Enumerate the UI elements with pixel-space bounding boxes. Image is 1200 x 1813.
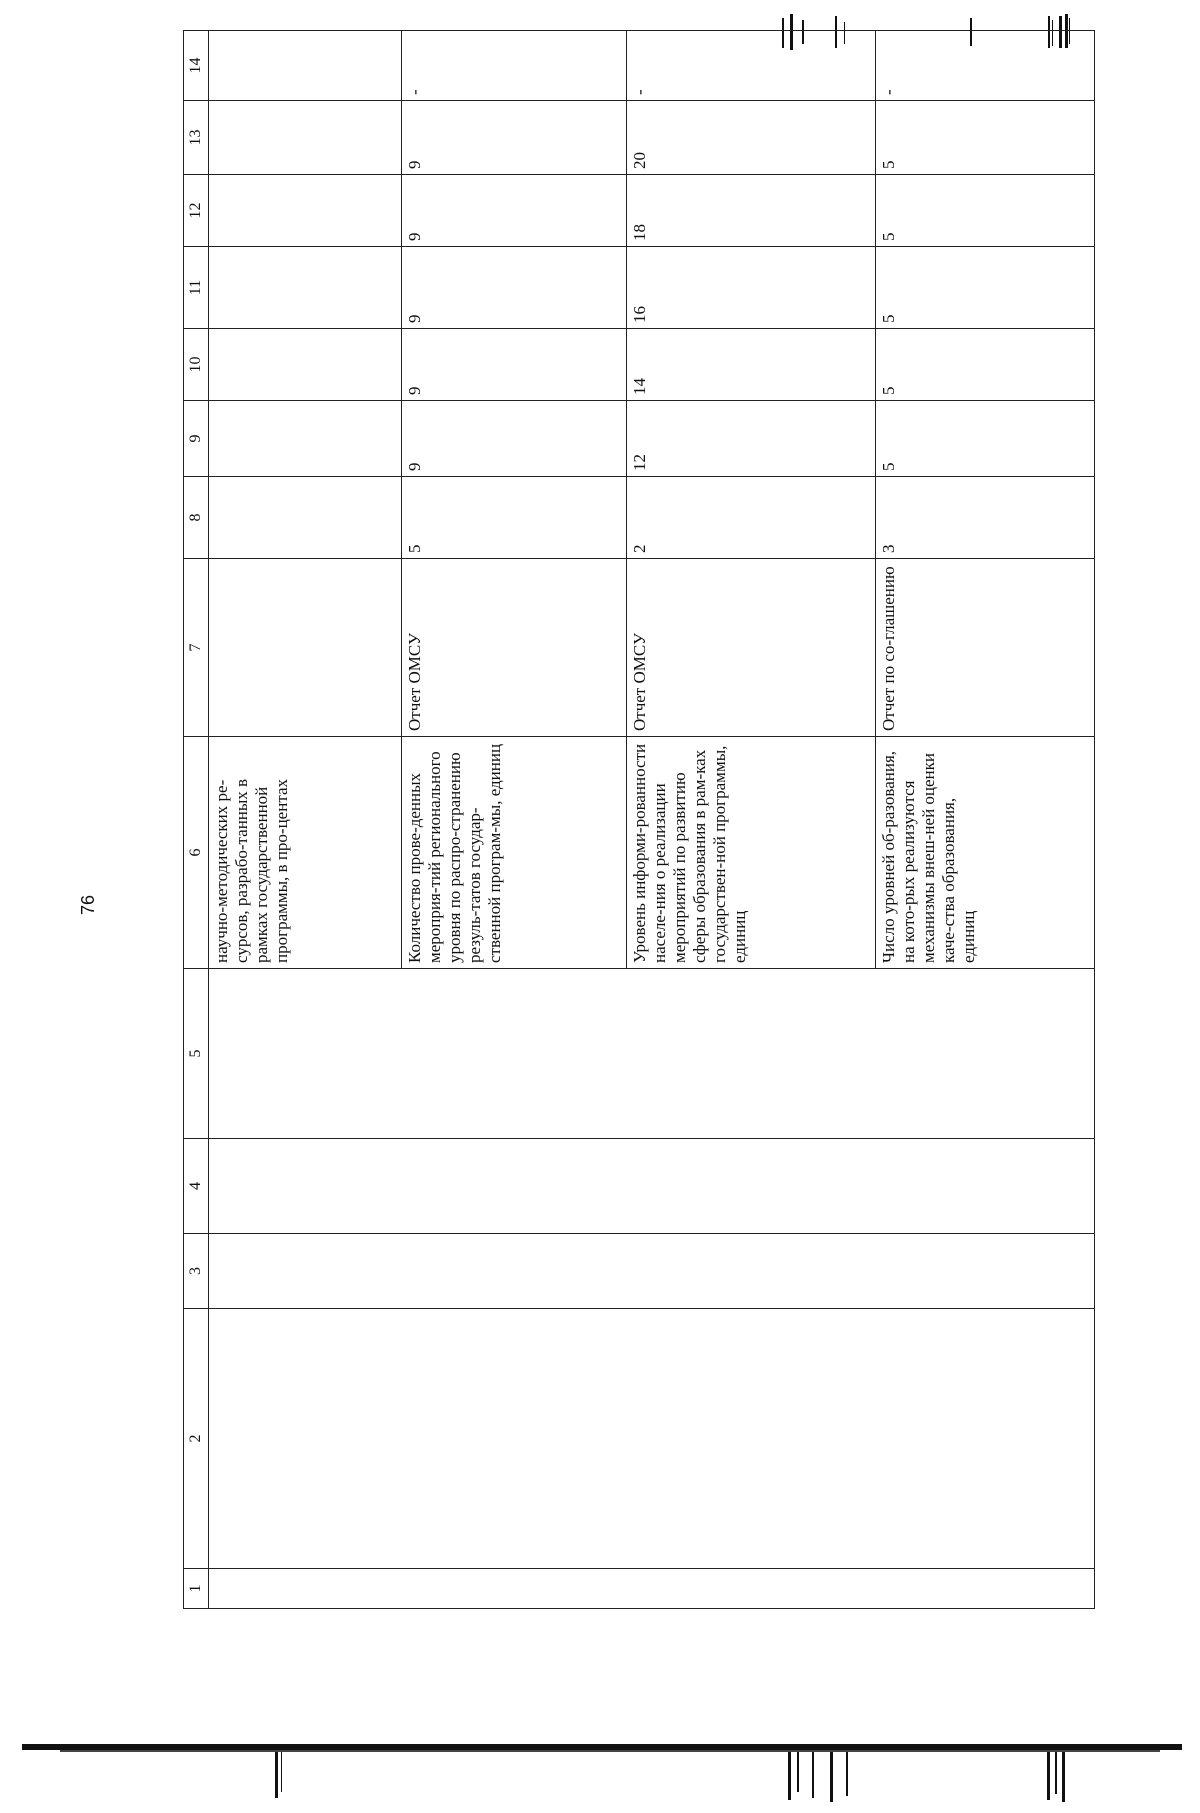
table-cell — [209, 969, 1095, 1139]
table-row — [209, 31, 402, 1609]
value-cell: 14 — [627, 329, 876, 401]
column-header: 13 — [184, 101, 209, 175]
rotated-table-container — [183, 57, 1065, 1609]
row-number-cell — [209, 1569, 1095, 1609]
value-cell: 5 — [876, 175, 1095, 247]
source-cell — [209, 559, 402, 737]
value-cell: - — [876, 31, 1095, 101]
indicators-table — [183, 30, 1095, 1609]
value-cell — [209, 101, 402, 175]
scan-mark — [812, 1752, 814, 1798]
scan-mark — [1055, 1752, 1057, 1794]
value-cell — [209, 329, 402, 401]
column-header: 2 — [184, 1309, 209, 1569]
value-cell: 5 — [876, 401, 1095, 477]
column-header: 3 — [184, 1234, 209, 1309]
table-header-row — [184, 31, 209, 1609]
value-cell: 2 — [627, 477, 876, 559]
value-cell: 5 — [876, 247, 1095, 329]
indicator-name-cell: Число уровней об-разования, на кото-рых реализуются механизмы внеш-ней оценки каче-ства образования, единиц — [876, 737, 1095, 969]
value-cell: 9 — [402, 247, 627, 329]
value-cell: 9 — [402, 101, 627, 175]
scan-mark — [846, 1752, 848, 1796]
value-cell: 9 — [402, 401, 627, 477]
value-cell: 16 — [627, 247, 876, 329]
page-number: 76 — [78, 894, 98, 916]
column-header: 9 — [184, 401, 209, 477]
scan-mark — [1047, 1752, 1050, 1800]
column-header: 4 — [184, 1139, 209, 1234]
column-header: 6 — [184, 737, 209, 969]
column-header: 11 — [184, 247, 209, 329]
table-cell — [209, 1234, 1095, 1309]
indicator-name-cell: научно-методических ре-сурсов, разрабо-танных в рамках государственной программы, в про-центах — [209, 737, 402, 969]
scan-mark — [830, 1752, 833, 1802]
value-cell: 9 — [402, 175, 627, 247]
indicator-name-cell: Уровень информи-рованности населе-ния о реализации мероприятий по развитию сферы образования в рам-ках государствен-ной программы, единиц — [627, 737, 876, 969]
value-cell: 9 — [402, 329, 627, 401]
source-cell: Отчет ОМСУ — [627, 559, 876, 737]
value-cell: 12 — [627, 401, 876, 477]
scan-mark — [797, 1752, 799, 1792]
value-cell: 5 — [402, 477, 627, 559]
value-cell: 5 — [876, 101, 1095, 175]
column-header: 5 — [184, 969, 209, 1139]
scan-bar — [22, 1744, 1182, 1750]
value-cell — [209, 175, 402, 247]
program-name-cell — [209, 1309, 1095, 1569]
source-cell: Отчет по со-глашению — [876, 559, 1095, 737]
value-cell: 5 — [876, 329, 1095, 401]
value-cell: 3 — [876, 477, 1095, 559]
value-cell: 18 — [627, 175, 876, 247]
value-cell: 20 — [627, 101, 876, 175]
value-cell: - — [402, 31, 627, 101]
source-cell: Отчет ОМСУ — [402, 559, 627, 737]
value-cell — [209, 247, 402, 329]
value-cell — [209, 477, 402, 559]
column-header: 12 — [184, 175, 209, 247]
scan-bar — [60, 1750, 1160, 1752]
scan-mark — [275, 1752, 278, 1798]
column-header: 10 — [184, 329, 209, 401]
scan-mark — [281, 1752, 282, 1792]
column-header: 14 — [184, 31, 209, 101]
column-header: 7 — [184, 559, 209, 737]
value-cell — [209, 401, 402, 477]
value-cell: - — [627, 31, 876, 101]
scan-mark — [1062, 1752, 1065, 1802]
indicator-name-cell: Количество прове-денных мероприя-тий регионального уровня по распро-странению резуль-татов государ-ственной програм-мы, единиц — [402, 737, 627, 969]
value-cell — [209, 31, 402, 101]
column-header: 8 — [184, 477, 209, 559]
column-header: 1 — [184, 1569, 209, 1609]
table-cell — [209, 1139, 1095, 1234]
scan-mark — [788, 1752, 791, 1800]
